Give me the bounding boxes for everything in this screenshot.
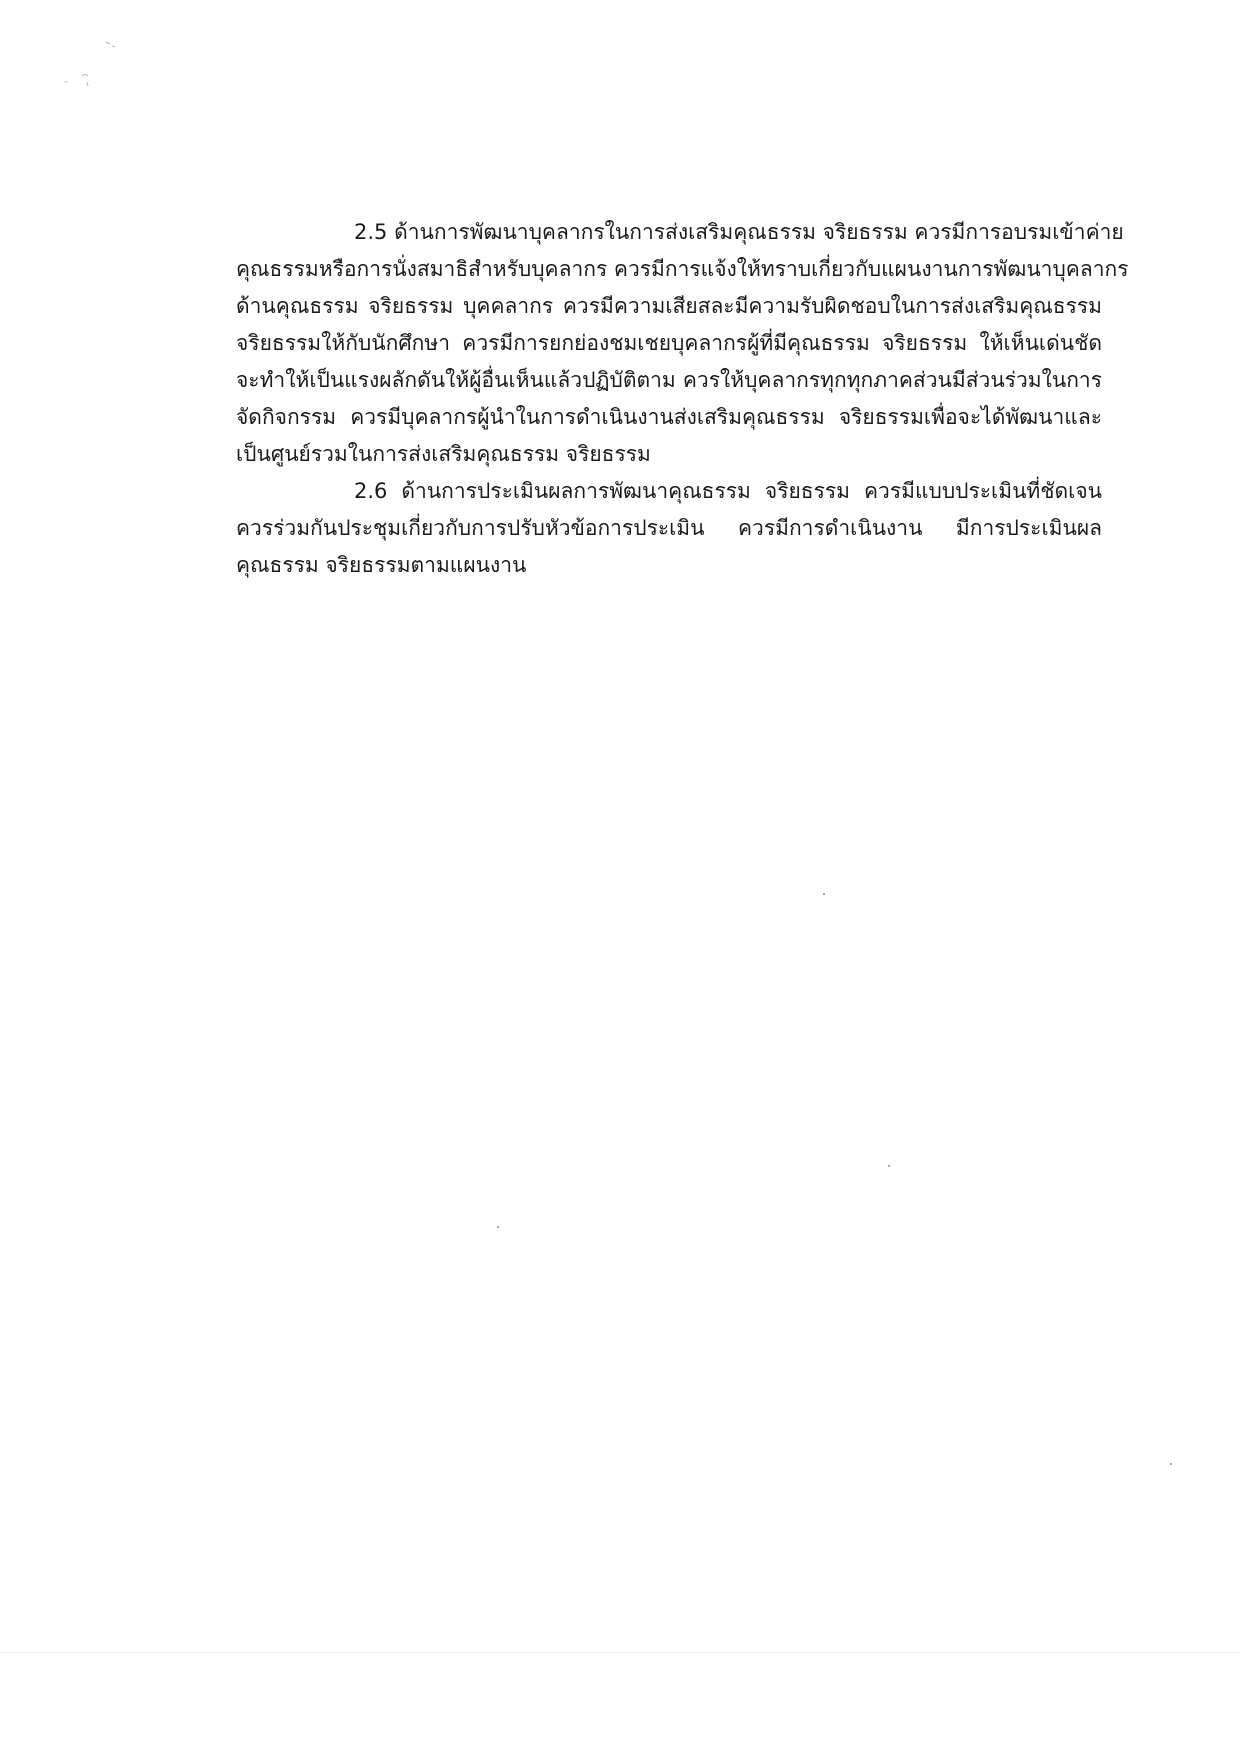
- paragraph-line: จัดกิจกรรม ควรมีบุคลากรผู้นำในการดำเนินงานส่งเสริมคุณธรรม จริยธรรมเพื่อจะได้พัฒนาและ: [236, 405, 1102, 429]
- paragraph-2-5: [236, 214, 1129, 473]
- paragraph-line: ด้านคุณธรรม จริยธรรม บุคคลากร ควรมีความเสียสละมีความรับผิดชอบในการส่งเสริมคุณธรรม: [236, 294, 1102, 318]
- paragraph-line: คุณธรรม จริยธรรมตามแผนงาน: [236, 553, 527, 577]
- scan-edge-line: [0, 1652, 1240, 1653]
- paragraph-line: เป็นศูนย์รวมในการส่งเสริมคุณธรรม จริยธรรม: [236, 442, 651, 466]
- document-body: [236, 214, 1129, 584]
- paragraph-2-6: [236, 473, 1102, 584]
- scan-speck: [1170, 1463, 1172, 1465]
- scan-speck: [823, 893, 825, 895]
- paragraph-line: 2.5 ด้านการพัฒนาบุคลากรในการส่งเสริมคุณธรรม จริยธรรม ควรมีการอบรมเข้าค่าย: [354, 220, 1124, 244]
- paragraph-line: จะทำให้เป็นแรงผลักดันให้ผู้อื่นเห็นแล้วปฏิบัติตาม ควรให้บุคลากรทุกทุกภาคส่วนมีส่วนร่วมในการ: [236, 368, 1102, 392]
- scan-speck: [888, 1165, 890, 1167]
- paragraph-line: จริยธรรมให้กับนักศึกษา ควรมีการยกย่องชมเชยบุคลากรผู้ที่มีคุณธรรม จริยธรรม ให้เห็นเด่นชัด: [236, 331, 1102, 355]
- paragraph-line: ควรร่วมกันประชุมเกี่ยวกับการปรับหัวข้อการประเมิน ควรมีการดำเนินงาน มีการประเมินผล: [236, 516, 1102, 540]
- scan-artifact-marks: [60, 36, 140, 96]
- paragraph-line: 2.6 ด้านการประเมินผลการพัฒนาคุณธรรม จริยธรรม ควรมีแบบประเมินที่ชัดเจน: [354, 479, 1102, 503]
- paragraph-line: คุณธรรมหรือการนั่งสมาธิสำหรับบุคลากร ควรมีการแจ้งให้ทราบเกี่ยวกับแผนงานการพัฒนาบุคลากร: [236, 257, 1129, 281]
- scan-speck: [497, 1226, 499, 1228]
